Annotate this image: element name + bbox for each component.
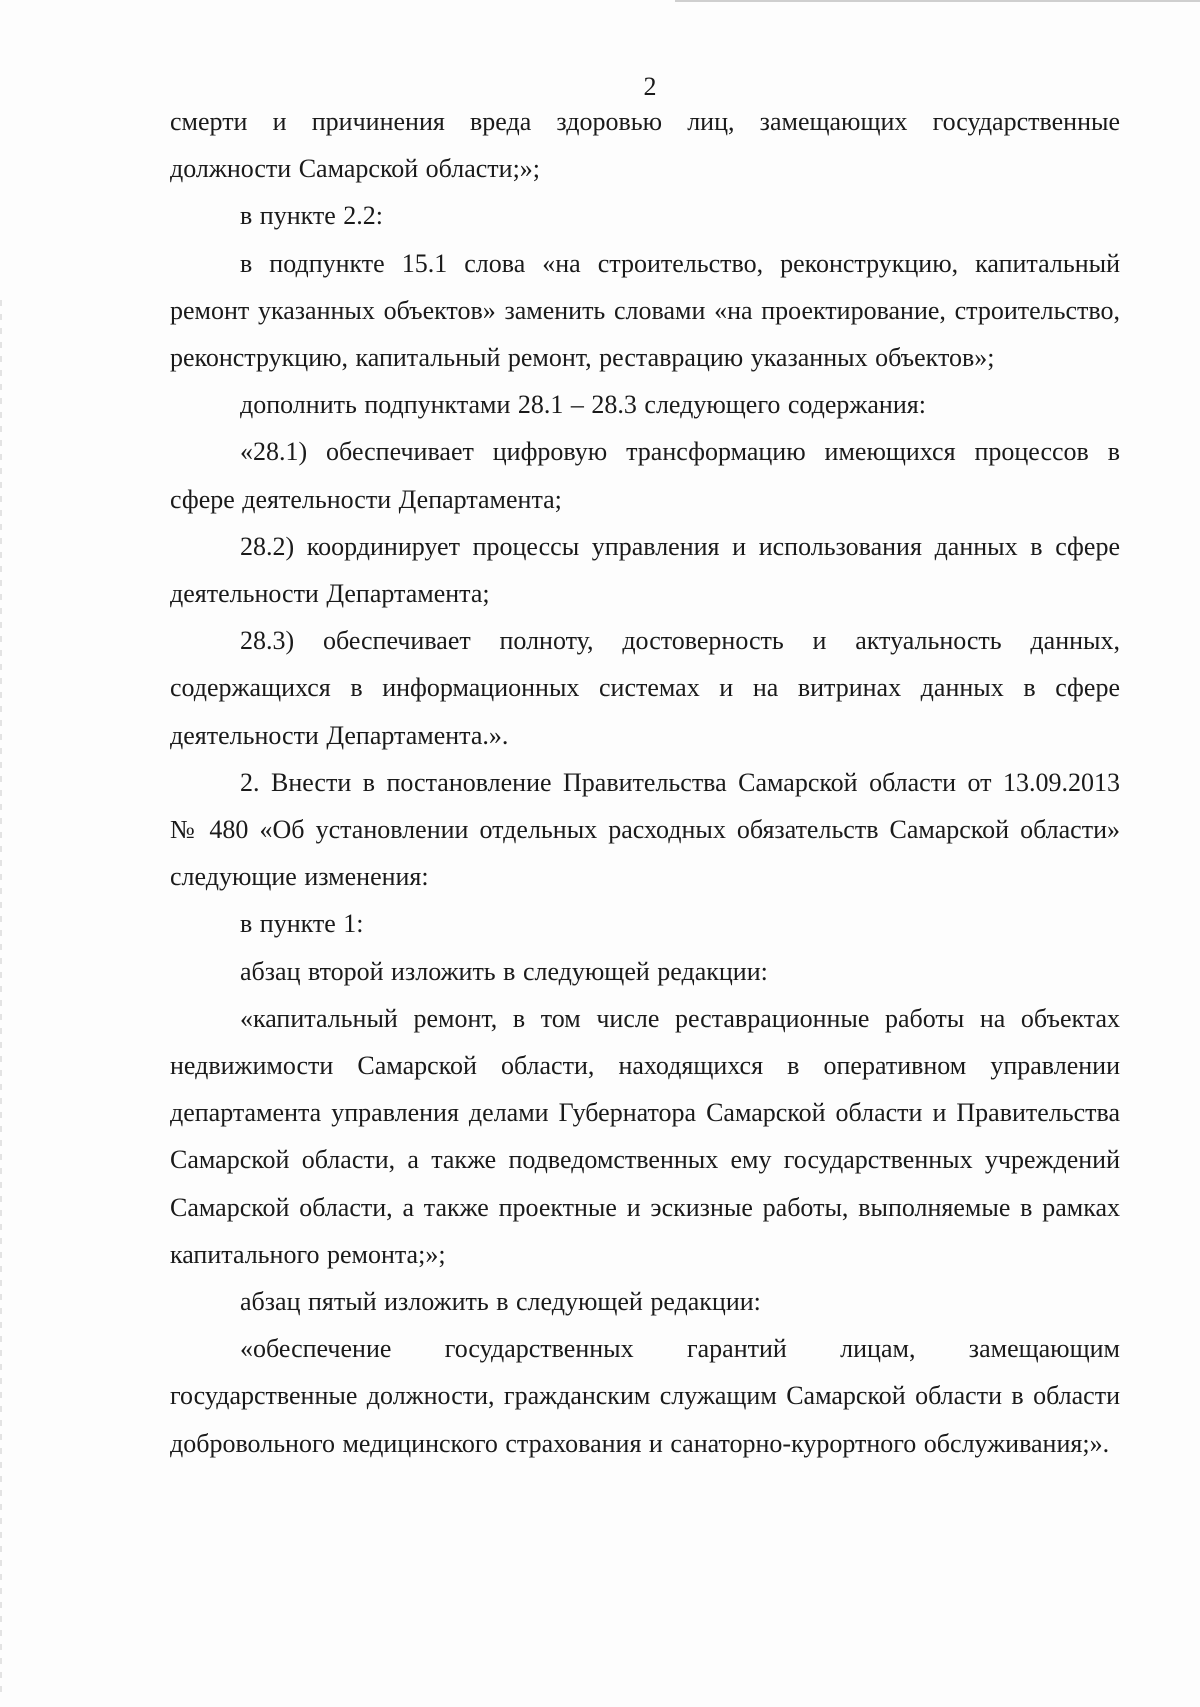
paragraph-abzac-fifth: абзац пятый изложить в следующей редакции:: [240, 1287, 761, 1317]
scan-edge-top: [675, 0, 1200, 2]
paragraph-point-1: в пункте 1:: [240, 909, 364, 939]
paragraph-capital-repair: «капитальный ремонт, в том числе реставрационные работы на объектах недвижимости Самарской области, находящихся в оперативном управлении департамента управления делами Губернатора Самарской области и Правительства Самарской области, а также подведомственных ему государственных учреждений Самарской области, а также проектные и эскизные работы, выполняемые в рамках капитального ремонта;»;: [170, 1003, 1120, 1269]
paragraph-add-subpoints: дополнить подпунктами 28.1 – 28.3 следующего содержания:: [240, 390, 926, 420]
paragraph-guarantees: «обеспечение государственных гарантий лицам, замещающим государственные должности, гражданским служащим Самарской области в области добровольного медицинского страхования и санаторно-курортного обслуживания;».: [170, 1334, 1120, 1458]
paragraph-28-3: 28.3) обеспечивает полноту, достоверность и актуальность данных, содержащихся в информационных системах и на витринах данных в сфере деятельности Департамента.».: [170, 626, 1120, 750]
document-body: [170, 98, 1120, 1467]
paragraph-continuation: смерти и причинения вреда здоровью лиц, замещающих государственные должности Самарской области;»;: [170, 107, 1120, 184]
scan-edge-left: [0, 300, 2, 1700]
paragraph-item-2: 2. Внести в постановление Правительства Самарской области от 13.09.2013 № 480 «Об установлении отдельных расходных обязательств Самарской области» следующие изменения:: [170, 767, 1120, 892]
paragraph-28-1: «28.1) обеспечивает цифровую трансформацию имеющихся процессов в сфере деятельности Департамента;: [170, 437, 1120, 514]
page-number: 2: [643, 72, 657, 101]
paragraph-abzac-second: абзац второй изложить в следующей редакции:: [240, 956, 768, 986]
paragraph-point-2-2: в пункте 2.2:: [240, 201, 384, 231]
paragraph-subpoint-15-1: в подпункте 15.1 слова «на строительство, реконструкцию, капитальный ремонт указанных объектов» заменить словами «на проектирование, строительство, реконструкцию, капитальный ремонт, реставрацию указанных объектов»;: [170, 248, 1120, 373]
paragraph-28-2: 28.2) координирует процессы управления и использования данных в сфере деятельности Департамента;: [170, 531, 1120, 609]
